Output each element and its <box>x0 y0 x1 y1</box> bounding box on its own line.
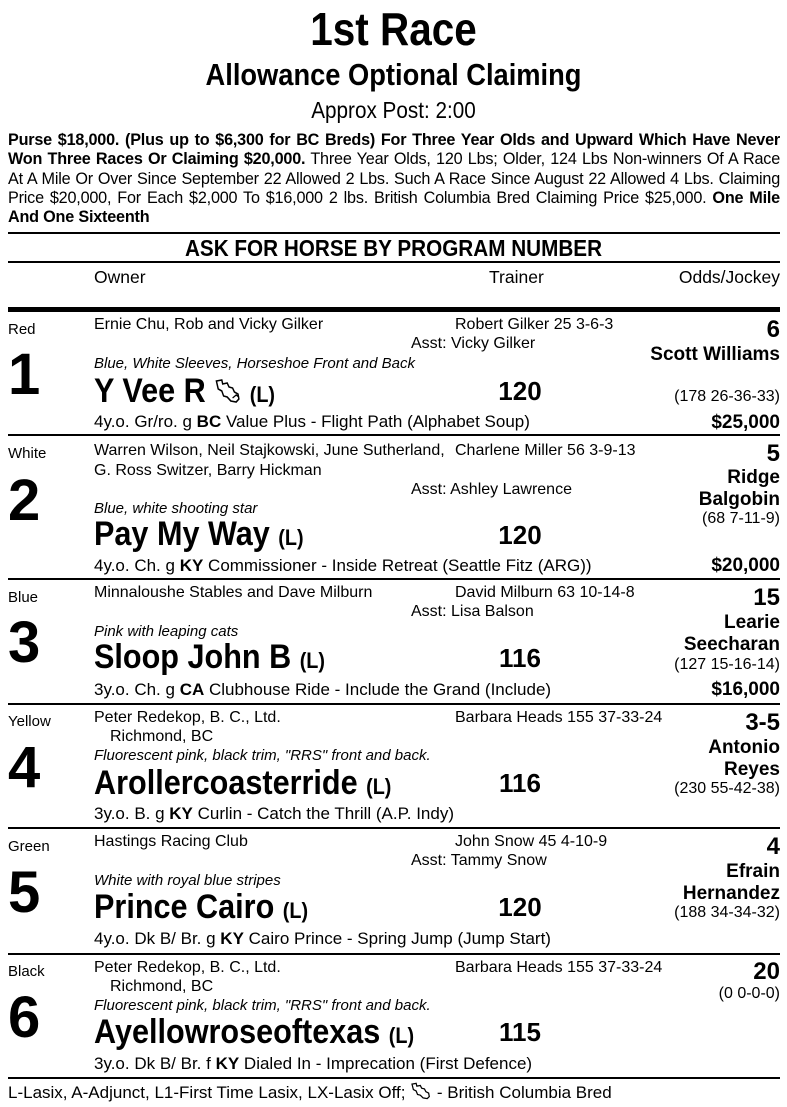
breeding: 4y.o. Gr/ro. g BC Value Plus - Flight Path (Alphabet Soup) <box>94 412 530 431</box>
assistant-trainer: Asst: Ashley Lawrence <box>411 481 572 498</box>
owner: Hastings Racing Club <box>94 833 248 850</box>
trainer: Robert Gilker 25 3-6-3 <box>455 316 614 333</box>
owner-location: Richmond, BC <box>110 728 214 745</box>
entry-row <box>0 705 787 827</box>
breeding: 3y.o. Dk B/ Br. f KY Dialed In - Imprecation (First Defence) <box>94 1054 533 1073</box>
conditions-distance: One Mile And One Sixteenth <box>8 188 780 227</box>
owner: Ernie Chu, Rob and Vicky Gilker <box>94 316 324 333</box>
post-time: Approx Post: 2:00 <box>311 97 476 123</box>
morning-line-odds: 4 <box>766 833 780 860</box>
horse-name <box>94 372 275 413</box>
program-number: 3 <box>8 610 41 675</box>
divider <box>8 261 780 263</box>
ask-banner: ASK FOR HORSE BY PROGRAM NUMBER <box>184 235 603 261</box>
horse-name <box>94 638 325 677</box>
legend <box>8 1082 612 1105</box>
conditions-text: Three Year Olds, 120 Lbs; Older, 124 Lbs Non-winners Of A Race At A Mile Or Over Since September 22 Allowed 2 Lbs. Such A Race Since August 22 Allowed 4 Lbs. Claiming Price $20,000, For Each $2,000 To $16,000 2 lbs. British Columbia Bred Claiming Price $25,000. <box>8 150 780 207</box>
column-trainer: Trainer <box>489 267 544 287</box>
saddlecloth-color: Red <box>8 321 36 338</box>
saddlecloth-color: Green <box>8 838 50 855</box>
conditions-purse: Purse $18,000. (Plus up to $6,300 for BC Breds) For Three Year Olds and Upward Which Have Never Won Three Races Or Claiming $20,000. <box>8 131 780 169</box>
trainer: Charlene Miller 56 3-9-13 <box>455 442 636 459</box>
weight: 116 <box>499 768 541 798</box>
trainer: Barbara Heads 155 37-33-24 <box>455 959 663 976</box>
claiming-price: $20,000 <box>711 555 780 576</box>
bc-bred-icon <box>410 1082 432 1105</box>
morning-line-odds: 3-5 <box>745 709 780 736</box>
column-odds-jockey: Odds/Jockey <box>678 267 780 287</box>
morning-line-odds: 5 <box>766 440 780 467</box>
assistant-trainer: Asst: Lisa Balson <box>411 603 534 620</box>
horse-name-text: Prince Cairo <box>94 888 275 926</box>
race-title: 1st Race <box>310 3 477 55</box>
claiming-price: $25,000 <box>711 412 780 433</box>
assistant-trainer: Asst: Vicky Gilker <box>411 335 536 352</box>
saddlecloth-color: Black <box>8 963 45 980</box>
weight: 120 <box>498 376 542 406</box>
medication: (L) <box>278 525 304 550</box>
program-number: 4 <box>8 735 41 800</box>
jockey-stats: (0 0-0-0) <box>718 985 780 1002</box>
trainer: Barbara Heads 155 37-33-24 <box>455 709 663 726</box>
divider <box>8 232 780 234</box>
entry-row <box>0 436 787 577</box>
weight: 115 <box>499 1017 541 1047</box>
program-number: 1 <box>8 342 41 407</box>
medication: (L) <box>388 1023 415 1048</box>
medication: (L) <box>249 382 276 407</box>
entry-row <box>0 829 787 952</box>
weight: 120 <box>498 892 542 922</box>
silks: Fluorescent pink, black trim, "RRS" front and back. <box>94 997 431 1014</box>
jockey-stats: (178 26-36-33) <box>674 388 780 405</box>
jockey: Scott Williams <box>650 344 780 365</box>
morning-line-odds: 6 <box>766 316 780 343</box>
jockey: Ridge Balgobin <box>698 467 780 510</box>
jockey-stats: (127 15-16-14) <box>674 656 780 673</box>
jockey: Antonio Reyes <box>708 737 780 780</box>
horse-name-text: Y Vee R <box>94 372 206 410</box>
horse-name <box>94 764 391 803</box>
horse-name-text: Arollercoasterride <box>94 764 358 802</box>
morning-line-odds: 15 <box>753 584 780 611</box>
jockey-stats: (230 55-42-38) <box>674 780 780 797</box>
silks: Blue, white shooting star <box>94 500 258 517</box>
entry-row <box>0 580 787 703</box>
claiming-price: $16,000 <box>711 679 780 700</box>
weight: 120 <box>498 520 542 550</box>
saddlecloth-color: Blue <box>8 589 39 606</box>
silks: Pink with leaping cats <box>94 623 239 640</box>
weight: 116 <box>499 643 541 673</box>
horse-name <box>94 515 304 554</box>
horse-name <box>94 1013 414 1052</box>
divider <box>8 1077 780 1079</box>
medication: (L) <box>299 648 325 673</box>
bc-bred-icon <box>214 374 241 413</box>
trainer: David Milburn 63 10-14-8 <box>455 584 635 601</box>
column-owner: Owner <box>94 267 146 287</box>
medication: (L) <box>366 774 392 799</box>
jockey-stats: (68 7-11-9) <box>702 510 780 527</box>
jockey: Learie Seecharan <box>683 612 780 655</box>
horse-name <box>94 888 308 927</box>
silks: White with royal blue stripes <box>94 872 281 889</box>
horse-name-text: Pay My Way <box>94 515 270 553</box>
morning-line-odds: 20 <box>753 958 780 985</box>
owner: Minnaloushe Stables and Dave Milburn <box>94 584 373 601</box>
entry-row <box>0 955 787 1077</box>
saddlecloth-color: White <box>8 445 47 462</box>
owner-location: Richmond, BC <box>110 978 214 995</box>
owner: Peter Redekop, B. C., Ltd. <box>94 709 281 726</box>
breeding: 4y.o. Dk B/ Br. g KY Cairo Prince - Spring Jump (Jump Start) <box>94 929 551 948</box>
assistant-trainer: Asst: Tammy Snow <box>411 852 547 869</box>
breeding: 3y.o. B. g KY Curlin - Catch the Thrill (A.P. Indy) <box>94 804 454 823</box>
silks: Fluorescent pink, black trim, "RRS" front and back. <box>94 747 431 764</box>
horse-name-text: Sloop John B <box>94 638 292 676</box>
program-number: 2 <box>8 468 41 533</box>
jockey: Efrain Hernandez <box>682 861 780 904</box>
saddlecloth-color: Yellow <box>8 713 51 730</box>
owner: Peter Redekop, B. C., Ltd. <box>94 959 281 976</box>
program-number: 5 <box>8 860 41 925</box>
program-number: 6 <box>8 985 41 1050</box>
jockey-stats: (188 34-34-32) <box>674 904 780 921</box>
horse-name-text: Ayellowroseoftexas <box>94 1013 381 1051</box>
trainer: John Snow 45 4-10-9 <box>455 833 608 850</box>
race-conditions <box>8 131 780 227</box>
entry-row <box>0 312 787 434</box>
legend-bc-bred: - British Columbia Bred <box>432 1082 612 1102</box>
race-type: Allowance Optional Claiming <box>205 57 582 92</box>
silks: Blue, White Sleeves, Horseshoe Front and Back <box>94 355 415 372</box>
medication: (L) <box>282 898 309 923</box>
breeding: 3y.o. Ch. g CA Clubhouse Ride - Include the Grand (Include) <box>94 680 552 699</box>
owner: Warren Wilson, Neil Stajkowski, June Sutherland, G. Ross Switzer, Barry Hickman <box>94 442 445 479</box>
legend-medication: L-Lasix, A-Adjunct, L1-First Time Lasix, LX-Lasix Off; <box>8 1082 411 1102</box>
breeding: 4y.o. Ch. g KY Commissioner - Inside Retreat (Seattle Fitz (ARG)) <box>94 556 592 575</box>
